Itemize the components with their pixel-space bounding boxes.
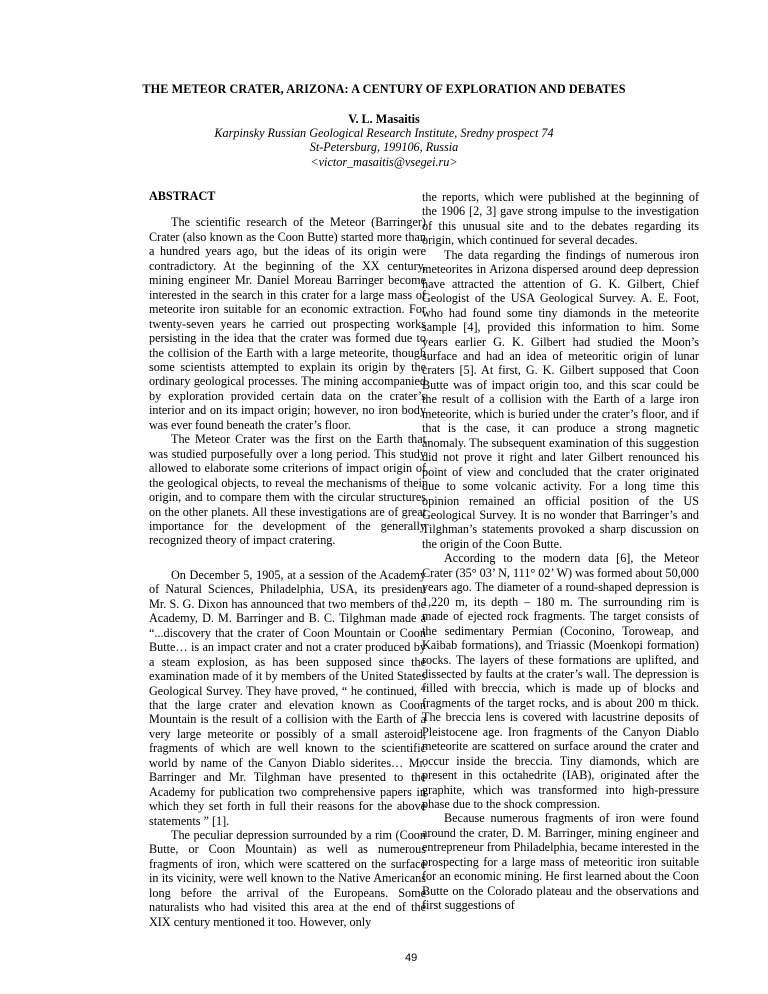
left-column bbox=[149, 189, 426, 929]
affiliation-line: St-Petersburg, 199106, Russia bbox=[309, 140, 459, 155]
abstract-heading: ABSTRACT bbox=[149, 189, 216, 203]
abstract-paragraph: The scientific research of the Meteor (Barringer) Crater (also known as the Coon Butte) started more than a hundred years ago, but the ideas of its origin were contradictory. At the beginning of the XX century, mining engineer Mr. Daniel Moreau Barringer become interested in the search in this crater for a large mass of meteorite iron suitable for an economic extraction. For twenty-seven years he carried out prospecting works persisting in the idea that the crater was formed due to the collision of the Earth with a large meteorite, though some scientists attempted to explain its origin by the ordinary geological processes. The mining accompanied by exploration provided certain data on the crater’s interior and on its impact origin; however, no iron body was ever found beneath the crater’s floor. bbox=[149, 215, 426, 432]
page-number: 49 bbox=[405, 952, 418, 964]
right-column bbox=[422, 190, 699, 913]
body-paragraph: The data regarding the findings of numerous iron meteorites in Arizona dispersed around deep depression have attracted the attention of G. K. Gilbert, Chief Geologist of the USA Geological Survey. A. E. Foot, who had found some tiny diamonds in the meteorite sample [4], provided this information to him. Some years earlier G. K. Gilbert had studied the Moon’s surface and had an idea of meteoritic origin of lunar craters [5]. At first, G. K. Gilbert supposed that Coon Butte was of impact origin too, and this scar could be the result of a collision with the Earth of a large iron meteorite, which is buried under the crater’s floor, and if that is the case, it can produce a strong magnetic anomaly. The subsequent examination of this suggestion did not prove it right and later Gilbert renounced his point of view and concluded that the crater originated due to some volcanic activity. For a long time this opinion remained an official position of the US Geological Survey. It is no wonder that Barringer’s and Tilghman’s statements provoked a sharp discussion on the origin of the Coon Butte. bbox=[422, 247, 699, 551]
abstract-paragraph: The Meteor Crater was the first on the Earth that was studied purposefully over a long period. This study allowed to elaborate some criterions of impact origin of the geological objects, to reveal the mechanisms of their origin, and to compare them with the circular structures on the other planets. All these investigations are of great importance for the development of the generally recognized theory of impact cratering. bbox=[149, 432, 426, 548]
body-paragraph: On December 5, 1905, at a session of the Academy of Natural Sciences, Philadelphia, USA, its president Mr. S. G. Dixon has announced that two members of the Academy, D. M. Barringer and B. C. Tilghman made a “...discovery that the crater of Coon Mountain or Coon Butte… is an impact crater and not a crater produced by a steam explosion, as has been supposed since the examination made of it by members of the United States Geological Survey. They have proved, “ he continued, “ that the large crater and elevation known as Coon Mountain is the result of a collision with the Earth of a very large meteorite or possibly of a small asteroid, fragments of which are well known to the scientific world by name of the Canyon Diablo siderites… Mr. Barringer and Mr. Tilghman have presented to the Academy for publication two comprehensive papers in which they set forth in full their reasons for the above statements ” [1]. bbox=[149, 567, 426, 828]
author-name: V. L. Masaitis bbox=[348, 112, 420, 126]
affiliation-line: Karpinsky Russian Geological Research Institute, Sredny prospect 74 bbox=[214, 126, 554, 140]
author-email: <victor_masaitis@vsegei.ru> bbox=[310, 154, 458, 169]
body-paragraph-continued: the reports, which were published at the beginning of the 1906 [2, 3] gave strong impulse to the investigation of this unusual site and to the debates regarding its origin, which continued for several decades. bbox=[422, 190, 699, 248]
section-gap bbox=[149, 548, 426, 568]
body-paragraph: Because numerous fragments of iron were found around the crater, D. M. Barringer, mining engineer and entrepreneur from Philadelphia, became interested in the prospecting for a large mass of meteoritic iron suitable for an economic mining. He first learned about the Coon Butte on the Colorado plateau and the observations and first suggestions of bbox=[422, 811, 699, 913]
author-affiliation bbox=[0, 126, 768, 169]
paper-title: THE METEOR CRATER, ARIZONA: A CENTURY OF EXPLORATION AND DEBATES bbox=[142, 82, 626, 96]
body-paragraph: The peculiar depression surrounded by a rim (Coon Butte, or Coon Mountain) as well as numerous fragments of iron, which were scattered on the surface in its vicinity, were well known to the Native Americans long before the arrival of the Europeans. Some naturalists who had visited this area at the end of the XIX century mentioned it too. However, only bbox=[149, 828, 426, 929]
body-paragraph: According to the modern data [6], the Meteor Crater (35° 03’ N, 111° 02’ W) was formed about 50,000 years ago. The diameter of a round-shaped depression is 1,220 m, its depth – 180 m. The surrounding rim is made of ejected rock fragments. The target consists of the sedimentary Permian (Coconino, Toroweap, and Kaibab formations), and Triassic (Moenkopi formation) rocks. The layers of these formations are uplifted, and dissected by faults at the crater’s wall. The depression is filled with breccia, which is made up of blocks and fragments of the target rocks, and is about 200 m thick. The breccia lens is covered with lacustrine deposits of Pleistocene age. Iron fragments of the Canyon Diablo meteorite are scattered on surface around the crater and occur inside the breccia. Tiny diamonds, which are present in this octahedrite (IAB), originated after the graphite, which was transformed into high-pressure phase due to the shock compression. bbox=[422, 551, 699, 812]
